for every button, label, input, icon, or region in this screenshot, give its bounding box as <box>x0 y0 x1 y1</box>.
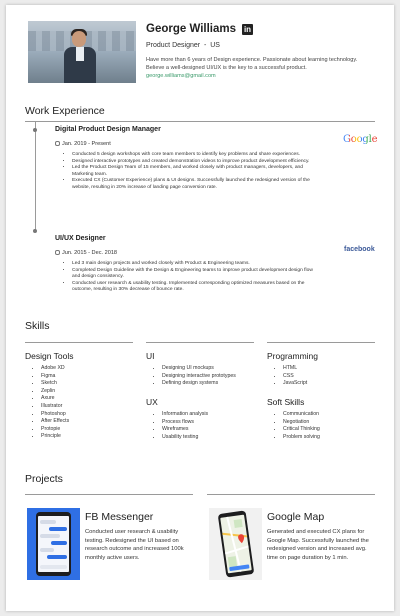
skills-divider <box>146 342 254 343</box>
list-item: • Led the Product Design Team of 15 members, and worked closely with product managers, developers, and Marketing team. <box>72 165 312 178</box>
list-item: • Completed Design Guideline with the Design & Engineering teams to improve product development design flow and design consistency. <box>72 268 317 281</box>
google-map-phone-illustration <box>209 508 262 580</box>
timeline-dot <box>33 229 37 233</box>
candidate-summary: Have more than 6 years of Design experience. Passionate about learning technology. Believe a well-designed UI/UX is the key to a successful product. <box>146 57 358 71</box>
facebook-logo: facebook <box>344 246 375 253</box>
skill-list-soft-skills <box>267 411 377 441</box>
project-title: FB Messenger <box>85 511 154 523</box>
project-title: Google Map <box>267 511 325 523</box>
list-item: • Adobe XD <box>41 365 135 373</box>
timeline-dot <box>33 128 37 132</box>
skill-list-ux <box>146 411 261 441</box>
skill-category-title: UX <box>146 397 158 407</box>
projects-divider <box>25 494 193 495</box>
list-item: • Designing interactive prototypes <box>162 373 261 381</box>
job-date <box>55 141 111 147</box>
list-item: • Sketch <box>41 380 135 388</box>
skill-category-title: UI <box>146 351 155 361</box>
list-item: • Conducted user research & usability testing. Implemented corresponding optimized measures based on the outcome, resulting in 30% decrease of bounce rate. <box>72 281 317 294</box>
skills-divider <box>25 342 133 343</box>
list-item: • Wireframes <box>162 426 261 434</box>
job-date-text: Jun. 2015 - Dec. 2018 <box>62 250 118 256</box>
work-experience-divider <box>25 121 375 122</box>
list-item: • Usability testing <box>162 434 261 442</box>
list-item: • Negotiation <box>283 419 377 427</box>
job-date <box>55 250 117 256</box>
messenger-phone-svg <box>27 508 80 580</box>
skill-category-title: Soft Skills <box>267 397 305 407</box>
job-bullets <box>62 261 317 294</box>
list-item: • Figma <box>41 373 135 381</box>
list-item: • Protopie <box>41 426 135 434</box>
list-item: • Led 3 main design projects and worked closely with Product & Engineering teams. <box>72 261 317 268</box>
skills-heading: Skills <box>25 320 50 332</box>
list-item: • Problem solving <box>283 434 377 442</box>
project-description: Generated and executed CX plans for Google Map. Successfully launched the redesigned version and increased avg. time on page duration by 1 min. <box>267 529 369 561</box>
list-item: • Illustrator <box>41 403 135 411</box>
messenger-phone-illustration <box>27 508 80 580</box>
job-bullets <box>62 152 312 191</box>
list-item: • Photoshop <box>41 411 135 419</box>
skill-list-design-tools <box>25 365 135 441</box>
list-item: • Zeplin <box>41 388 135 396</box>
list-item: • Principle <box>41 433 135 441</box>
projects-heading: Projects <box>25 473 63 485</box>
list-item: • Designing UI mockups <box>162 365 261 373</box>
list-item: • After Effects <box>41 418 135 426</box>
list-item: • Communication <box>283 411 377 419</box>
candidate-role: Product Designer - US <box>146 42 220 49</box>
list-item: • Information analysis <box>162 411 261 419</box>
list-item: • Designed interactive prototypes and created demonstration videos to improve product development efficiency. <box>72 159 312 166</box>
skill-category-title: Design Tools <box>25 351 74 361</box>
list-item: • Process flows <box>162 419 261 427</box>
timeline-line <box>35 122 36 230</box>
list-item: • Conducted 5 design workshops with core team members to identify key problems and share experiences. <box>72 152 312 159</box>
list-item: • Executed CX (Customer Experience) plans & UI designs. Successfully launched the redesigned version of the website, resulting in 20% increase of landing page conversion rate. <box>72 178 312 191</box>
google-logo <box>343 134 377 145</box>
job-date-text: Jan. 2019 - Present <box>62 141 111 147</box>
google-logo-text: Google <box>343 134 378 145</box>
candidate-name: George Williams <box>146 23 237 35</box>
project-description: Conducted user research & usability testing. Redesigned the UI based on research outcome and increased 100k monthly active users. <box>85 529 184 561</box>
skill-category-title: Programming <box>267 351 319 361</box>
job-title: UI/UX Designer <box>55 235 106 242</box>
candidate-email[interactable]: george.williams@gmail.com <box>146 73 216 79</box>
job-title: Digital Product Design Manager <box>55 126 161 133</box>
list-item: • CSS <box>283 373 377 381</box>
skill-list-ui <box>146 365 261 388</box>
list-item: • JavaScript <box>283 380 377 388</box>
skill-list-programming <box>267 365 377 388</box>
profile-photo <box>28 21 136 83</box>
projects-divider <box>207 494 375 495</box>
list-item: • Axure <box>41 395 135 403</box>
list-item: • HTML <box>283 365 377 373</box>
list-item: • Defining design systems <box>162 380 261 388</box>
google-map-phone-svg <box>209 508 262 580</box>
skills-divider <box>267 342 375 343</box>
work-experience-heading: Work Experience <box>25 105 105 117</box>
list-item: • Critical Thinking <box>283 426 377 434</box>
linkedin-icon[interactable]: in <box>243 25 252 34</box>
